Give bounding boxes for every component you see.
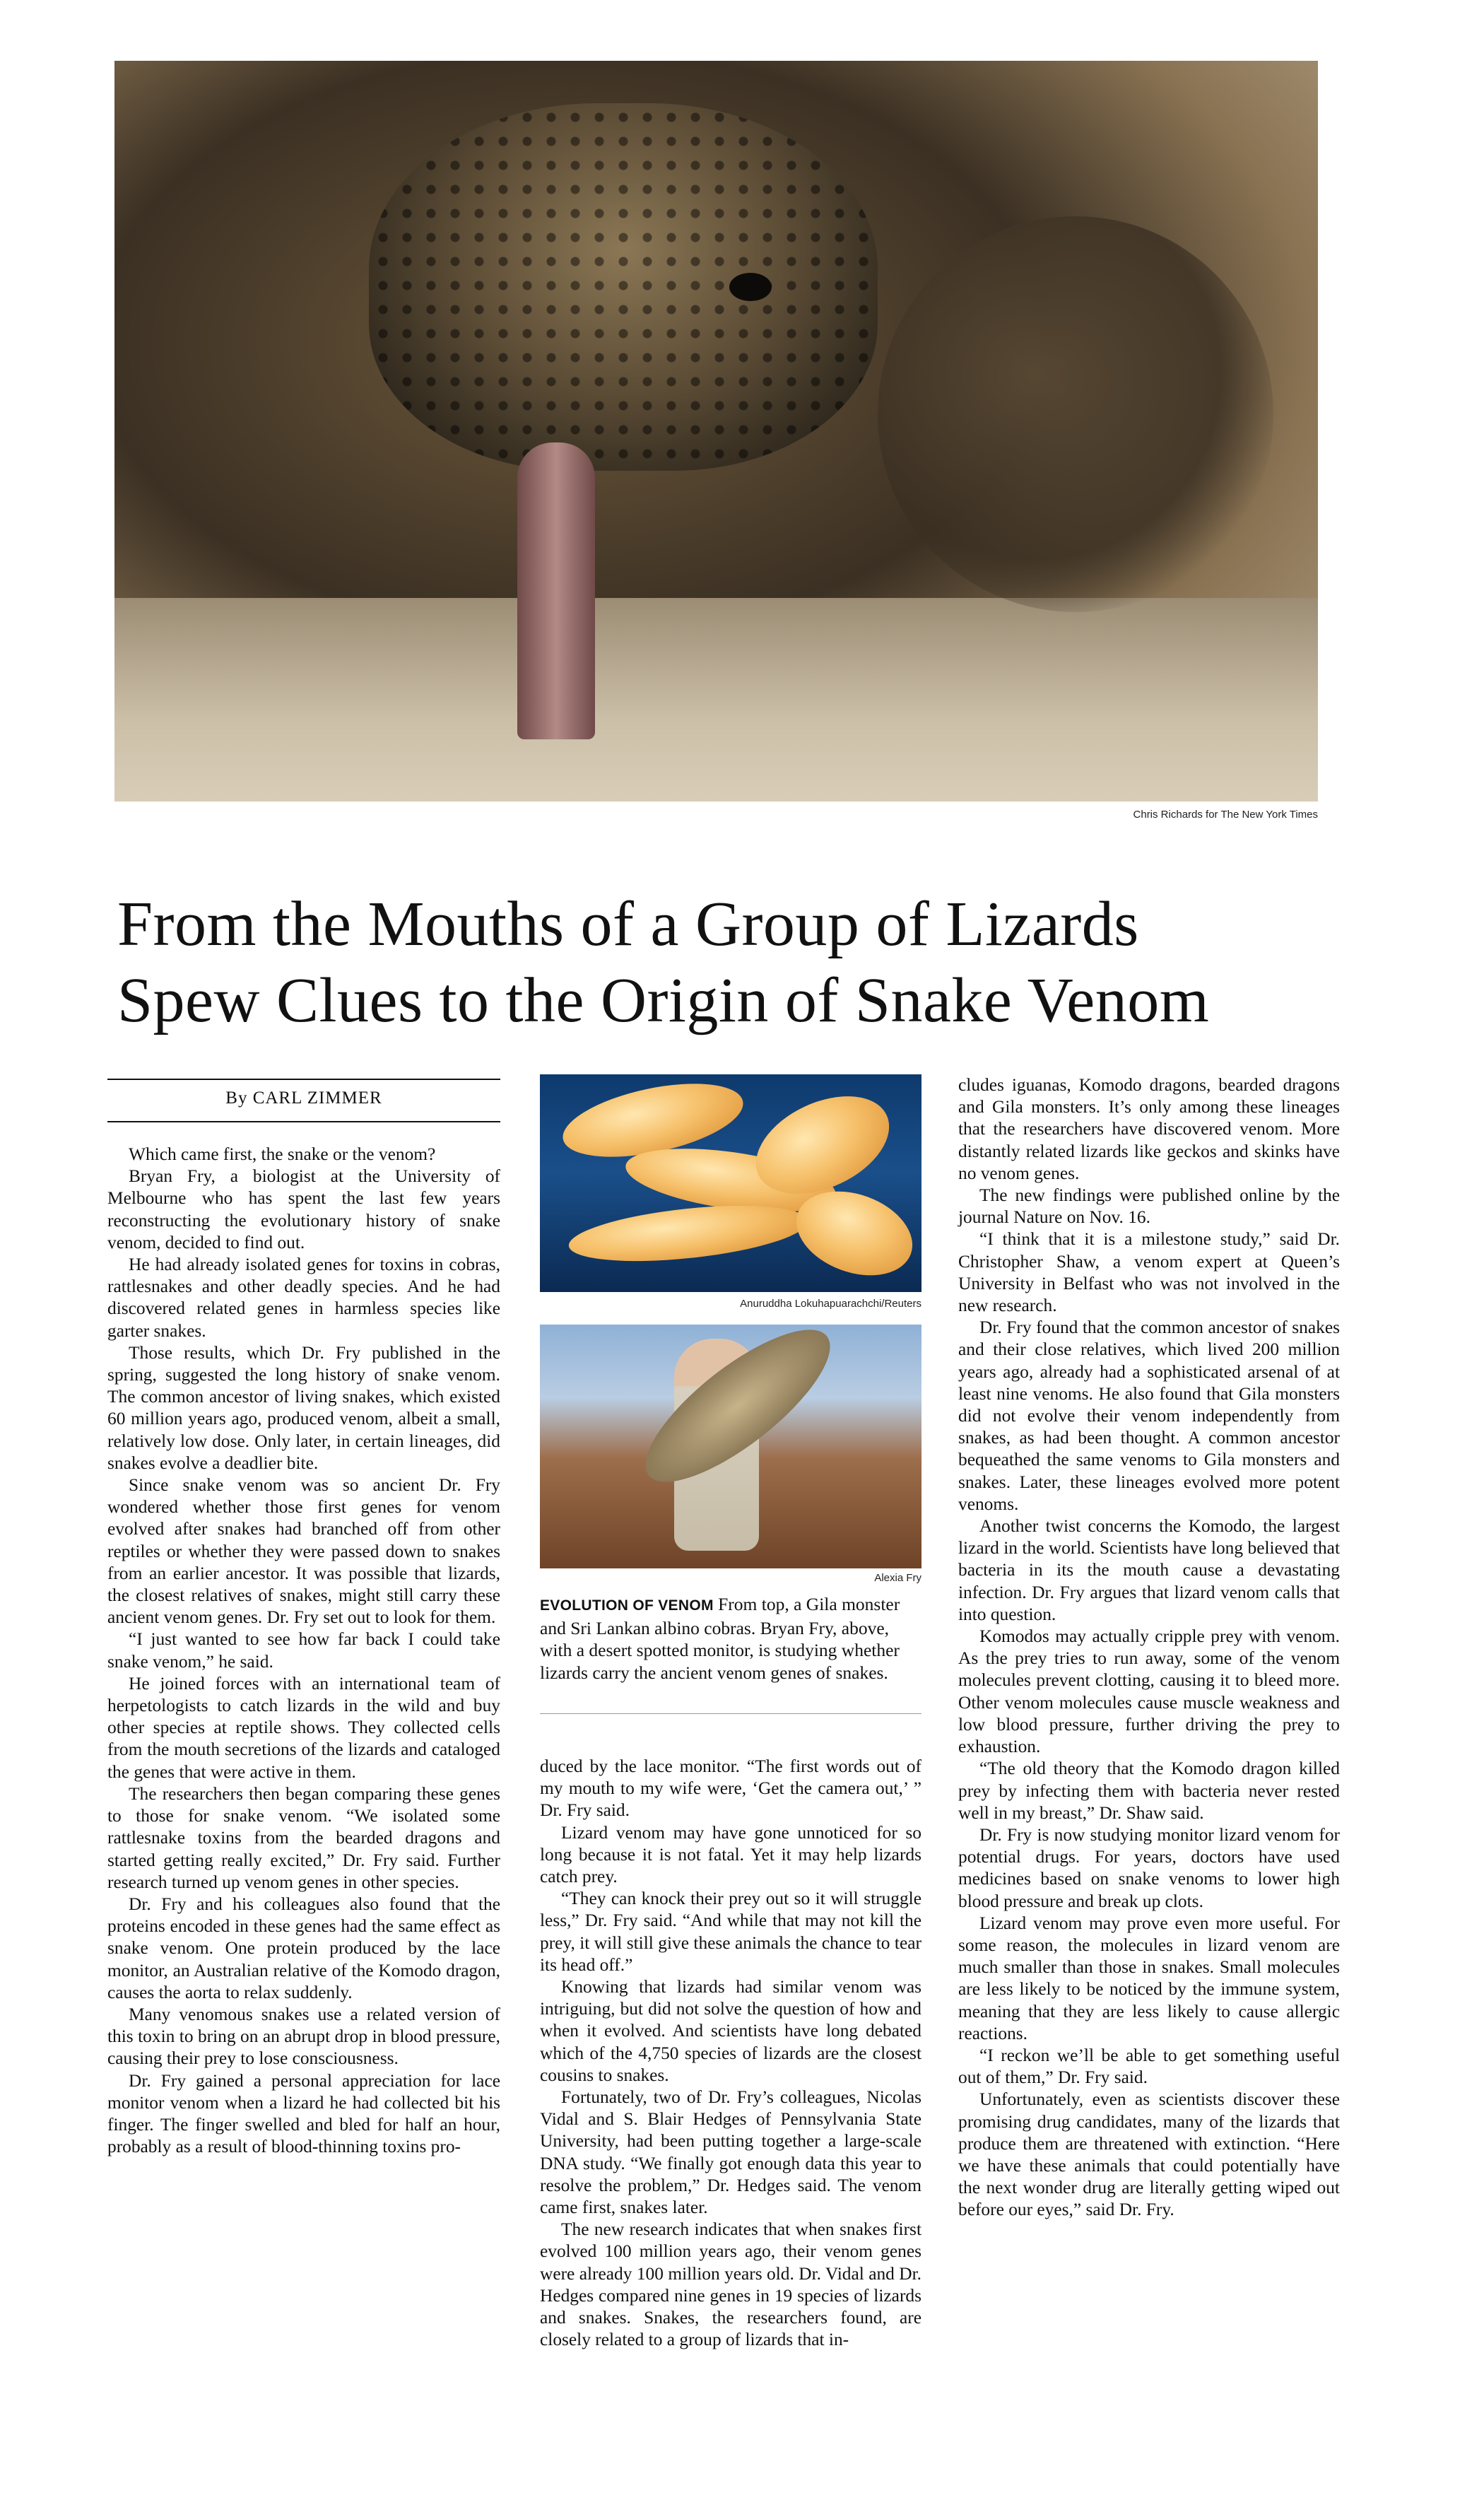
article-paragraph: The new research indicates that when snakes first evolved 100 million years ago, their venom genes were already 100 million years old. Dr. Vidal and Dr. Hedges compared nine genes in 19 species of lizards and snakes. Snakes, the researchers found, are closely related to a group of lizards that in-	[540, 2219, 921, 2350]
article-column-1	[107, 1144, 500, 2158]
photo-caption	[540, 1593, 921, 1684]
cobras-photo-credit: Anuruddha Lokuhapuarachchi/Reuters	[740, 1298, 921, 1310]
article-paragraph: “I think that it is a milestone study,” said Dr. Christopher Shaw, a venom expert at Queen’s University in Belfast who was not involved in the new research.	[958, 1229, 1340, 1316]
article-paragraph: Bryan Fry, a biologist at the University of Melbourne who has spent the last few years reconstructing the evolutionary history of snake venom, decided to find out.	[107, 1166, 500, 1252]
article-paragraph: He joined forces with an international team of herpetologists to catch lizards in the wild and buy other species at reptile shows. They collected cells from the mouth secretions of the lizards and cataloged the genes that were active in them.	[107, 1673, 500, 1782]
article-paragraph: “I just wanted to see how far back I could take snake venom,” he said.	[107, 1629, 500, 1672]
article-paragraph: The new findings were published online by the journal Nature on Nov. 16.	[958, 1185, 1340, 1228]
photo-lizard-body	[878, 216, 1273, 612]
article-paragraph: Those results, which Dr. Fry published in the spring, suggested the long history of snake venom. The common ancestor of living snakes, which existed 60 million years ago, produced venom, albeit a small, relatively low dose. Only later, in certain lineages, did snakes evolve a deadlier bite.	[107, 1342, 500, 1473]
byline-bottom-rule	[107, 1121, 500, 1122]
photo-lizard-head	[369, 103, 878, 471]
headline	[117, 886, 1361, 1039]
article-paragraph: “The old theory that the Komodo dragon killed prey by infecting them with bacteria never rested well in my breast,” Dr. Shaw said.	[958, 1759, 1340, 1823]
article-paragraph: Fortunately, two of Dr. Fry’s colleagues, Nicolas Vidal and S. Blair Hedges of Pennsylvania State University, had been putting together a large-scale DNA study. “We finally got enough data this year to resolve the problem,” Dr. Hedges said. The venom came first, snakes later.	[540, 2087, 921, 2218]
article-paragraph: Unfortunately, even as scientists discover these promising drug candidates, many of the lizards that produce them are threatened with extinction. “Here we have these animals that could potentially have the next wonder drug are literally getting wiped out before our eyes,” said Dr. Fry.	[958, 2089, 1340, 2220]
fry-photo-credit: Alexia Fry	[874, 1572, 921, 1584]
photo-ground	[114, 598, 1318, 802]
caption-rule	[540, 1713, 921, 1714]
headline-line-2: Spew Clues to the Origin of Snake Venom	[117, 966, 1210, 1035]
article-paragraph: cludes iguanas, Komodo dragons, bearded dragons and Gila monsters. It’s only among these lineages that the researchers have discovered venom. More distantly related lizards like geckos and skinks have no venom genes.	[958, 1075, 1340, 1183]
article-column-2	[540, 1756, 921, 2351]
article-paragraph: Many venomous snakes use a related version of this toxin to bring on an abrupt drop in blood pressure, causing their prey to lose consciousness.	[107, 2004, 500, 2069]
article-paragraph: Dr. Fry is now studying monitor lizard venom for potential drugs. For years, doctors have used medicines based on snake venoms to lower high blood pressure and break up clots.	[958, 1824, 1340, 1911]
byline-top-rule	[107, 1079, 500, 1080]
cobra-shape	[566, 1196, 810, 1270]
photo-lizard-tongue	[517, 442, 595, 739]
article-paragraph: “I reckon we’ll be able to get something useful out of them,” Dr. Fry said.	[958, 2045, 1340, 2088]
headline-line-1: From the Mouths of a Group of Lizards	[117, 889, 1139, 959]
article-paragraph: duced by the lace monitor. “The first words out of my mouth to my wife were, ‘Get the camera out,’ ” Dr. Fry said.	[540, 1756, 921, 1821]
article-paragraph: Dr. Fry and his colleagues also found that the proteins encoded in these genes had the same effect as snake venom. One protein produced by the lace monitor, an Australian relative of the Komodo dragon, causes the aorta to relax suddenly.	[107, 1894, 500, 2002]
caption-text: From top, a Gila monster and Sri Lankan albino cobras. Bryan Fry, above, with a desert spotted monitor, is studying whether lizards carry the ancient venom genes of snakes.	[540, 1594, 900, 1683]
article-paragraph: Since snake venom was so ancient Dr. Fry wondered whether those first genes for venom evolved after snakes had branched off from other reptiles or whether they were passed down to snakes from an earlier ancestor. It was possible that lizards, the closest relatives of snakes, might still carry these ancient venom genes. Dr. Fry set out to look for them.	[107, 1475, 500, 1628]
article-paragraph: Lizard venom may have gone unnoticed for so long because it is not fatal. Yet it may help lizards catch prey.	[540, 1822, 921, 1887]
article-paragraph: Lizard venom may prove even more useful. For some reason, the molecules in lizard venom are much smaller than those in snakes. Small molecules are less likely to be noticed by the immune system, meaning that they are less likely to cause allergic reactions.	[958, 1913, 1340, 2043]
article-paragraph: The researchers then began comparing these genes to those for snake venom. “We isolated some rattlesnake toxins from the bearded dragons and started getting really excited,” Dr. Fry said. Further research turned up venom genes in other species.	[107, 1783, 500, 1892]
article-paragraph: Knowing that lizards had similar venom was intriguing, but did not solve the question of how and when it evolved. And scientists have long debated which of the 4,750 species of lizards are the closest cousins to snakes.	[540, 1977, 921, 2085]
article-paragraph: Which came first, the snake or the venom?	[129, 1144, 436, 1164]
hero-photo-credit: Chris Richards for The New York Times	[1133, 809, 1318, 821]
article-paragraph: He had already isolated genes for toxins in cobras, rattlesnakes and other deadly species. And he had discovered related genes in harmless species like garter snakes.	[107, 1255, 500, 1341]
article-paragraph: Dr. Fry gained a personal appreciation for lace monitor venom when a lizard he had collected bit his finger. The finger swelled and bled for half an hour, probably as a result of blood-thinning toxins pro-	[107, 2070, 500, 2157]
article-column-3	[958, 1074, 1340, 2222]
article-paragraph: Komodos may actually cripple prey with venom. As the prey tries to run away, some of the venom molecules prevent clotting, causing it to bleed more. Other venom molecules cause muscle weakness and low blood pressure, further driving the prey to exhaustion.	[958, 1626, 1340, 1757]
photo-albino-cobras	[540, 1074, 921, 1292]
caption-kicker: EVOLUTION OF VENOM	[540, 1597, 714, 1614]
article-paragraph: “They can knock their prey out so it will struggle less,” Dr. Fry said. “And while that may not kill the prey, it will still give these animals the chance to tear its head off.”	[540, 1889, 921, 1975]
article-paragraph: Another twist concerns the Komodo, the largest lizard in the world. Scientists have long believed that bacteria in its the mouth cause a devastating infection. Dr. Fry argues that lizard venom calls that into question.	[958, 1516, 1340, 1624]
hero-photo-gila-monster	[114, 61, 1318, 802]
photo-lizard-eye	[729, 273, 772, 301]
photo-bryan-fry-with-monitor	[540, 1325, 921, 1568]
byline: By CARL ZIMMER	[225, 1088, 382, 1108]
article-paragraph: Dr. Fry found that the common ancestor of snakes and their close relatives, which lived 200 million years ago, already had a sophisticated arsenal of at least nine venoms. He also found that Gila monsters did not evolve their venom independently from snakes, as had been thought. A common ancestor bequeathed the same venoms to Gila monsters and snakes. Later, these lineages evolved more potent venoms.	[958, 1317, 1340, 1514]
